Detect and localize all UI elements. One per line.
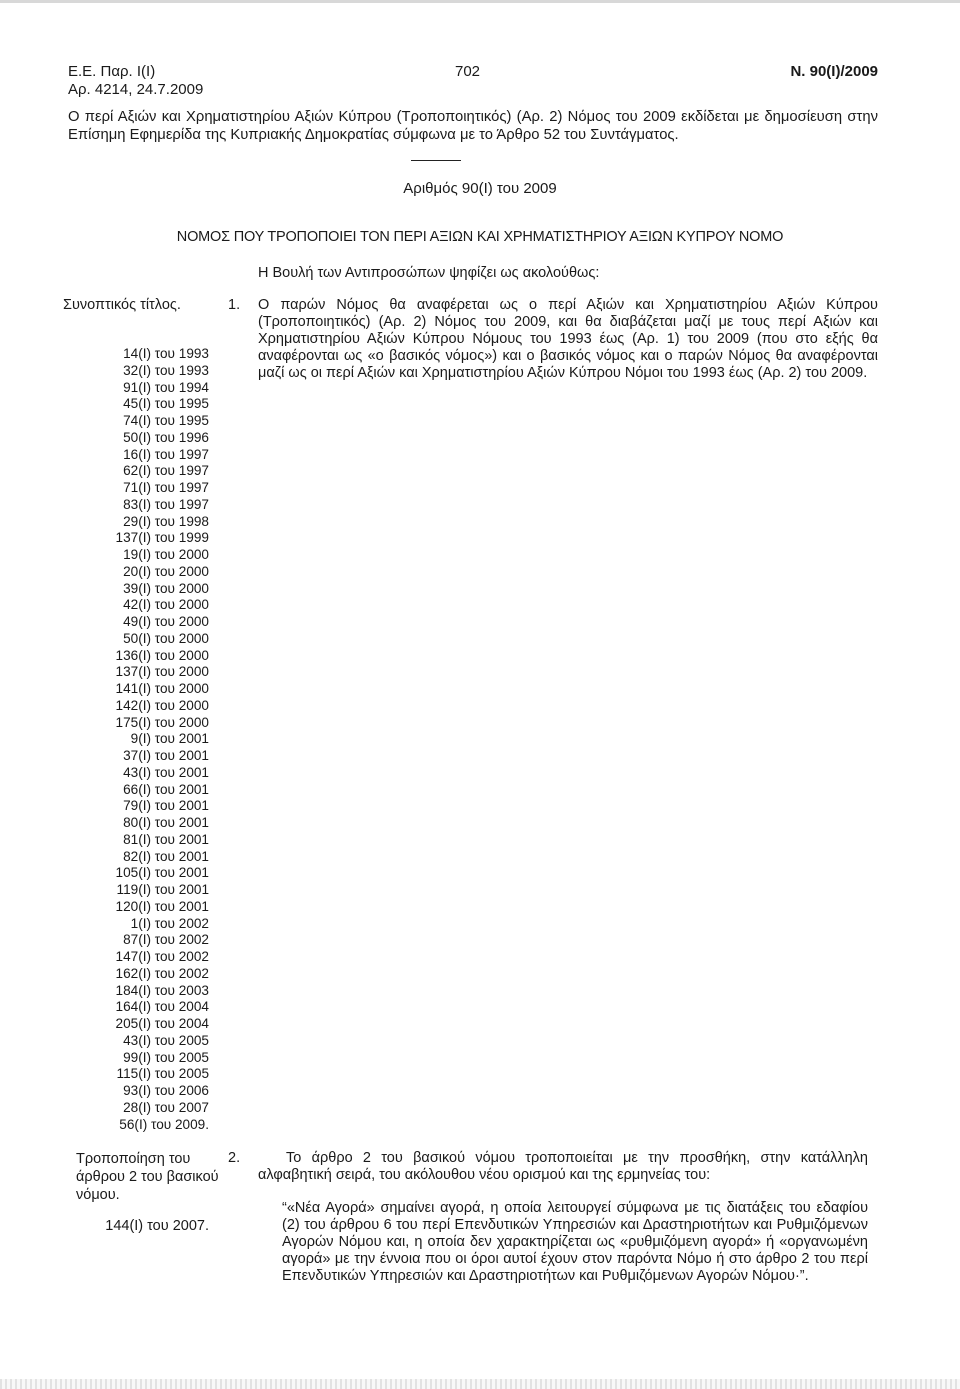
scan-bottom-edge	[0, 1379, 960, 1389]
section-2-number: 2.	[228, 1150, 241, 1166]
prior-law-reference: 205(Ι) του 2004	[115, 1016, 209, 1031]
prior-law-reference: 14(Ι) του 1993	[123, 346, 209, 361]
law-reference: Ν. 90(Ι)/2009	[790, 63, 878, 80]
separator-rule	[411, 160, 461, 161]
prior-law-reference: 82(Ι) του 2001	[123, 848, 209, 864]
prior-law-reference: 80(Ι) του 2001	[123, 815, 209, 830]
prior-law-reference: 142(Ι) του 2000	[115, 697, 209, 713]
prior-law-reference: 83(Ι) του 1997	[123, 496, 209, 512]
prior-law-reference: 137(Ι) του 2000	[115, 664, 209, 680]
prior-law-reference: 32(Ι) του 1993	[123, 362, 209, 378]
prior-law-reference: 39(Ι) του 2000	[123, 580, 209, 596]
prior-law-reference: 16(Ι) του 1997	[123, 446, 209, 462]
section-2-margin-title: Τροποποίηση του άρθρου 2 του βασικού νόμου.	[76, 1151, 219, 1203]
prior-law-reference: 71(Ι) του 1997	[123, 480, 209, 495]
prior-law-reference: 120(Ι) του 2001	[115, 898, 209, 914]
gazette-reference: Ε.Ε. Παρ. Ι(Ι)	[68, 63, 156, 80]
prior-law-reference: 45(Ι) του 1995	[123, 396, 209, 412]
prior-laws-list	[63, 346, 209, 1133]
prior-law-reference: 43(Ι) του 2005	[123, 1032, 209, 1048]
prior-law-reference: 1(Ι) του 2002	[130, 915, 209, 931]
prior-law-reference: 105(Ι) του 2001	[115, 865, 209, 881]
prior-law-reference: 162(Ι) του 2002	[115, 965, 209, 981]
scan-top-edge	[0, 0, 960, 3]
prior-law-reference: 93(Ι) του 2006	[123, 1083, 209, 1098]
prior-law-reference: 99(Ι) του 2005	[123, 1049, 209, 1065]
prior-law-reference: 136(Ι) του 2000	[115, 647, 209, 663]
prior-law-reference: 115(Ι) του 2005	[116, 1066, 209, 1082]
prior-law-reference: 87(Ι) του 2002	[123, 932, 209, 948]
prior-law-reference: 20(Ι) του 2000	[123, 563, 209, 579]
page-number: 702	[455, 63, 481, 80]
prior-law-reference: 79(Ι) του 2001	[123, 798, 209, 814]
section-1-text: Ο παρών Νόμος θα αναφέρεται ως ο περί Αξιών και Χρηματιστηρίου Αξιών Κύπρου (Τροποποιητικός) (Αρ. 2) Νόμος του 2009, και θα διαβάζεται μαζί με τους περί Αξιών και Χρηματιστηρίου Αξιών Κύπρου Νόμους του 1993 έως (Αρ. 1) του 2009 (που στο εξής θα αναφέρονται ως «ο βασικός νόμος») και ο βασικός νόμος και ο παρών Νόμος θα αναφέρονται μαζί ως οι περί Αξιών και Χρηματιστηρίου Αξιών Κύπρου Νόμοι του 1993 έως (Αρ. 2) του 2009.	[258, 297, 878, 381]
prior-law-reference: 43(Ι) του 2001	[123, 764, 209, 780]
prior-law-reference: 175(Ι) του 2000	[115, 714, 209, 730]
law-number: Αριθμός 90(Ι) του 2009	[403, 180, 557, 197]
section-2-margin-ref: 144(Ι) του 2007.	[105, 1218, 209, 1234]
prior-law-reference: 119(Ι) του 2001	[116, 882, 209, 897]
prior-law-reference: 74(Ι) του 1995	[123, 413, 209, 428]
prior-law-reference: 164(Ι) του 2004	[115, 999, 209, 1015]
prior-law-reference: 62(Ι) του 1997	[123, 463, 209, 479]
gazette-issue: Αρ. 4214, 24.7.2009	[68, 81, 204, 98]
prior-law-reference: 37(Ι) του 2001	[123, 748, 209, 763]
intro-paragraph: Ο περί Αξιών και Χρηματιστηρίου Αξιών Κύπρου (Τροποποιητικός) (Αρ. 2) Νόμος του 2009 εκδίδεται με δημοσίευση στην Επίσημη Εφημερίδα της Κυπριακής Δημοκρατίας σύμφωνα με το Άρθρο 52 του Συντάγματος.	[68, 109, 878, 143]
prior-law-reference: 49(Ι) του 2000	[123, 614, 209, 629]
prior-law-reference: 141(Ι) του 2000	[115, 681, 209, 696]
prior-law-reference: 137(Ι) του 1999	[115, 530, 209, 546]
section-1-margin-title: Συνοπτικός τίτλος.	[63, 297, 181, 313]
section-1-number: 1.	[228, 297, 241, 313]
prior-law-reference: 29(Ι) του 1998	[123, 513, 209, 529]
law-title: ΝΟΜΟΣ ΠΟΥ ΤΡΟΠΟΠΟΙΕΙ ΤΟΝ ΠΕΡΙ ΑΞΙΩΝ ΚΑΙ ΧΡΗΜΑΤΙΣΤΗΡΙΟΥ ΑΞΙΩΝ ΚΥΠΡΟΥ ΝΟΜΟ	[176, 229, 784, 245]
prior-law-reference: 19(Ι) του 2000	[123, 547, 209, 562]
prior-law-reference: 91(Ι) του 1994	[123, 379, 209, 395]
prior-law-reference: 28(Ι) του 2007	[123, 1099, 209, 1115]
prior-law-reference: 56(Ι) του 2009.	[119, 1116, 209, 1132]
prior-law-reference: 50(Ι) του 1996	[123, 429, 209, 445]
section-2-text: Το άρθρο 2 του βασικού νόμου τροποποιείται με την προσθήκη, στην κατάλληλη αλφαβητική σειρά, του ακόλουθου νέου ορισμού και της ερμηνείας του:	[258, 1150, 868, 1183]
prior-law-reference: 66(Ι) του 2001	[123, 781, 209, 797]
prior-law-reference: 147(Ι) του 2002	[115, 949, 209, 964]
prior-law-reference: 184(Ι) του 2003	[115, 982, 209, 998]
enacting-clause: Η Βουλή των Αντιπροσώπων ψηφίζει ως ακολούθως:	[258, 265, 600, 281]
section-2-definition: “«Νέα Αγορά» σημαίνει αγορά, η οποία λειτουργεί σύμφωνα με τις διατάξεις του εδαφίου (2) του άρθρου 6 του περί Επενδυτικών Υπηρεσιών και Δραστηριοτήτων και Ρυθμιζόμενων Αγορών Νόμου και, η οποία δεν χαρακτηρίζεται ως «ρυθμιζόμενη αγορά» ή «οργανωμένη αγορά» με την έννοια που οι όροι αυτοί έχουν στον παρόντα Νόμο ή στο άρθρο 2 του περί Επενδυτικών Υπηρεσιών και Δραστηριοτήτων και Ρυθμιζόμενων Αγορών Νόμου·”.	[282, 1200, 868, 1284]
prior-law-reference: 9(Ι) του 2001	[130, 731, 209, 747]
prior-law-reference: 42(Ι) του 2000	[123, 597, 209, 613]
prior-law-reference: 81(Ι) του 2001	[123, 831, 209, 847]
prior-law-reference: 50(Ι) του 2000	[123, 630, 209, 646]
